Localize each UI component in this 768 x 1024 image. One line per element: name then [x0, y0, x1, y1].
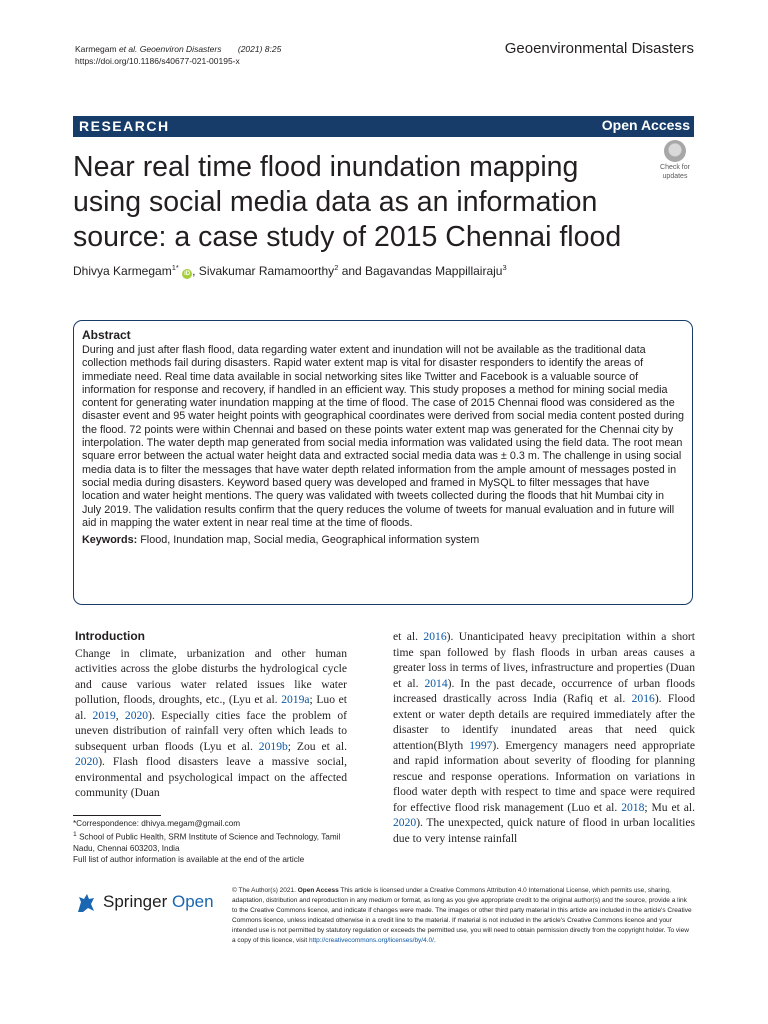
license-prefix: © The Author(s) 2021. [232, 887, 298, 894]
citation-link[interactable]: 2014 [424, 676, 448, 690]
keywords-text: Flood, Inundation map, Social media, Geographical information system [140, 534, 480, 547]
citation-year: (2021) 8:25 [237, 44, 282, 54]
citation-link[interactable]: 2018 [621, 800, 645, 814]
citation-link[interactable]: 2016 [423, 630, 447, 643]
license-notice [232, 886, 694, 946]
citation-header [75, 43, 281, 67]
journal-name: Geoenvironmental Disasters [504, 40, 694, 57]
body-text: ). Flash flood disasters leave a massive social, environmental and psychological impact on the affected community (Duan [75, 755, 347, 799]
body-column-left [75, 629, 347, 801]
affiliation: School of Public Health, SRM Institute of Science and Technology, Tamil Nadu, Chennai 603203, India [73, 832, 341, 853]
keywords [82, 534, 685, 546]
abstract-box [73, 320, 693, 605]
citation-link[interactable]: 2019 [92, 708, 116, 722]
section-heading-introduction: Introduction [75, 629, 145, 643]
body-text: ). Unanticipated heavy precipitation within a short time span followed by flash floods in urban areas causes a greater loss in terms of lives, infrastructure and properties (Duan et al. [393, 630, 695, 690]
body-text: ). In the past decade, occurrence of urban floods increased drastically across India (Rafiq et al. [393, 676, 696, 705]
open-access-label: Open Access [601, 117, 690, 133]
author-list [73, 263, 507, 279]
body-text: et al. [393, 630, 424, 643]
body-text: , [115, 708, 125, 722]
author-name[interactable]: and Bagavandas Mappillairaju [338, 264, 503, 278]
body-text: ). Flood extent or water depth details are required immediately after the disaster to identify inundated areas that need quick attention(Blyth [393, 692, 695, 752]
abstract-heading: Abstract [82, 328, 131, 342]
license-text: This article is licensed under a Creative Commons Attribution 4.0 International License, which permits use, sharing, adaptation, distribution and reproduction in any medium or format, as long as you give appropriate credit to the original author(s) and the source, provide a link to the Creative Commons licence, and indicate if changes were made. The images or other third party material in this article are included in the article's Creative Commons licence, unless indicated otherwise in a credit line to the material. If material is not included in the article's Creative Commons licence and your intended use is not permitted by statutory regulation or exceeds the permitted use, you will need to obtain permission directly from the copyright holder. To view a copy of this licence, visit [232, 887, 692, 944]
citation-link[interactable]: 2020 [124, 708, 149, 722]
abstract-text: During and just after flash flood, data regarding water extent and inundation will not be available as the traditional data collection methods fail during disasters. Rapid water extent map is vital for disaster responders to identify the areas of immediate need. Real time data available in social networking sites like Twitter and Facebook is a valuable source of information for response and recovery, if handled in an efficient way. This study proposes a method for mining social media content for generating water inundation mapping at the time of flood. The case of 2015 Chennai flood was considered as the disaster event and 95 water height points with geographical coordinates were derived from social media content posted during the flood. 72 points were within Chennai and based on these points water extent map was generated for the Chennai city by interpolation. The water depth map generated from social media information was validated using the field data. The root mean square error between the actual water height data and extracted social media data was ± 0.3 m. The challenge in using social media data is to filter the messages that have water depth related information from the ample amount of messages posted in social media during disasters. Keyword based query was developed and framed in MySQL to filter messages that have location and water height mentions. The query was validated with tweets collected during the floods that hit Mumbai city in July 2019. The validation results confirm that the query reduces the volume of tweets for manual evaluation and in future will aid in mapping the water extent in near real time at the time of floods. [82, 344, 684, 529]
article-title: Near real time flood inundation mapping using social media data as an information source: a case study of 2015 Chennai flood [73, 151, 622, 253]
citation-link[interactable]: 2019a [281, 693, 310, 706]
body-text: ; Zou et al. [287, 739, 347, 753]
citation-link[interactable]: 1997 [469, 738, 493, 752]
springer-horse-icon [73, 890, 99, 916]
author-sup: 3 [502, 263, 507, 272]
author-info-note: Full list of author information is available at the end of the article [73, 854, 305, 864]
orcid-icon[interactable]: iD [184, 271, 191, 277]
citation-link[interactable]: 2020 [75, 755, 99, 768]
footnote-divider [73, 815, 161, 816]
body-text: ; Mu et al. [644, 800, 696, 814]
check-updates-label-2: updates [662, 173, 688, 180]
doi-link[interactable]: https://doi.org/10.1186/s40677-021-00195-x [75, 56, 240, 66]
footnotes [73, 818, 363, 865]
article-type-banner [73, 116, 694, 137]
check-for-updates-button[interactable] [654, 140, 696, 180]
citation-authors: Karmegam [75, 44, 117, 54]
author-sup: 1* [171, 263, 179, 272]
author-sup: 2 [334, 263, 339, 272]
body-column-right [393, 629, 695, 846]
author-name[interactable]: , Sivakumar Ramamoorthy [192, 264, 335, 278]
body-text: ; Luo et al. [75, 693, 347, 722]
license-end: . [433, 937, 436, 944]
license-url-link[interactable]: http://creativecommons.org/licenses/by/4.0/ [308, 937, 434, 944]
body-text: ). Emergency managers need appropriate and rapid information about severity of flooding for planning rescue and response operations. Information on variations in flood water depth with respect to time and space were required for effective flood risk management (Luo et al. [393, 738, 695, 814]
publisher-suffix: Open [172, 892, 214, 911]
body-text: ). The unexpected, quick nature of flood in urban localities due to very intense rainfall [393, 816, 695, 845]
citation-journal: et al. Geoenviron Disasters [118, 44, 222, 54]
correspondence: *Correspondence: dhivya.megam@gmail.com [73, 819, 241, 828]
springer-wordmark [103, 892, 214, 912]
article-type-label: RESEARCH [79, 118, 170, 134]
license-open-access: Open Access [297, 887, 339, 894]
publisher-name: Springer [103, 892, 168, 911]
keywords-label: Keywords: [82, 534, 138, 547]
springer-open-logo [73, 890, 213, 918]
citation-link[interactable]: 2016 [631, 692, 655, 705]
check-updates-label-1: Check for [660, 164, 690, 171]
affiliation-sup: 1 [73, 831, 77, 838]
check-updates-icon [664, 140, 686, 162]
citation-link[interactable]: 2020 [393, 816, 417, 829]
author-name[interactable]: Dhivya Karmegam [73, 264, 172, 278]
body-text: ). Especially cities face the problem of uneven distribution of rainfall very often which leads to subsequent urban floods (Lyu et al. [75, 708, 347, 753]
body-text: Change in climate, urbanization and other human activities across the globe disturbs the hydrological cycle and cause various water related issues like water pollution, floods, droughts, etc., (Lyu et al. [75, 646, 347, 706]
citation-link[interactable]: 2019b [258, 739, 288, 753]
